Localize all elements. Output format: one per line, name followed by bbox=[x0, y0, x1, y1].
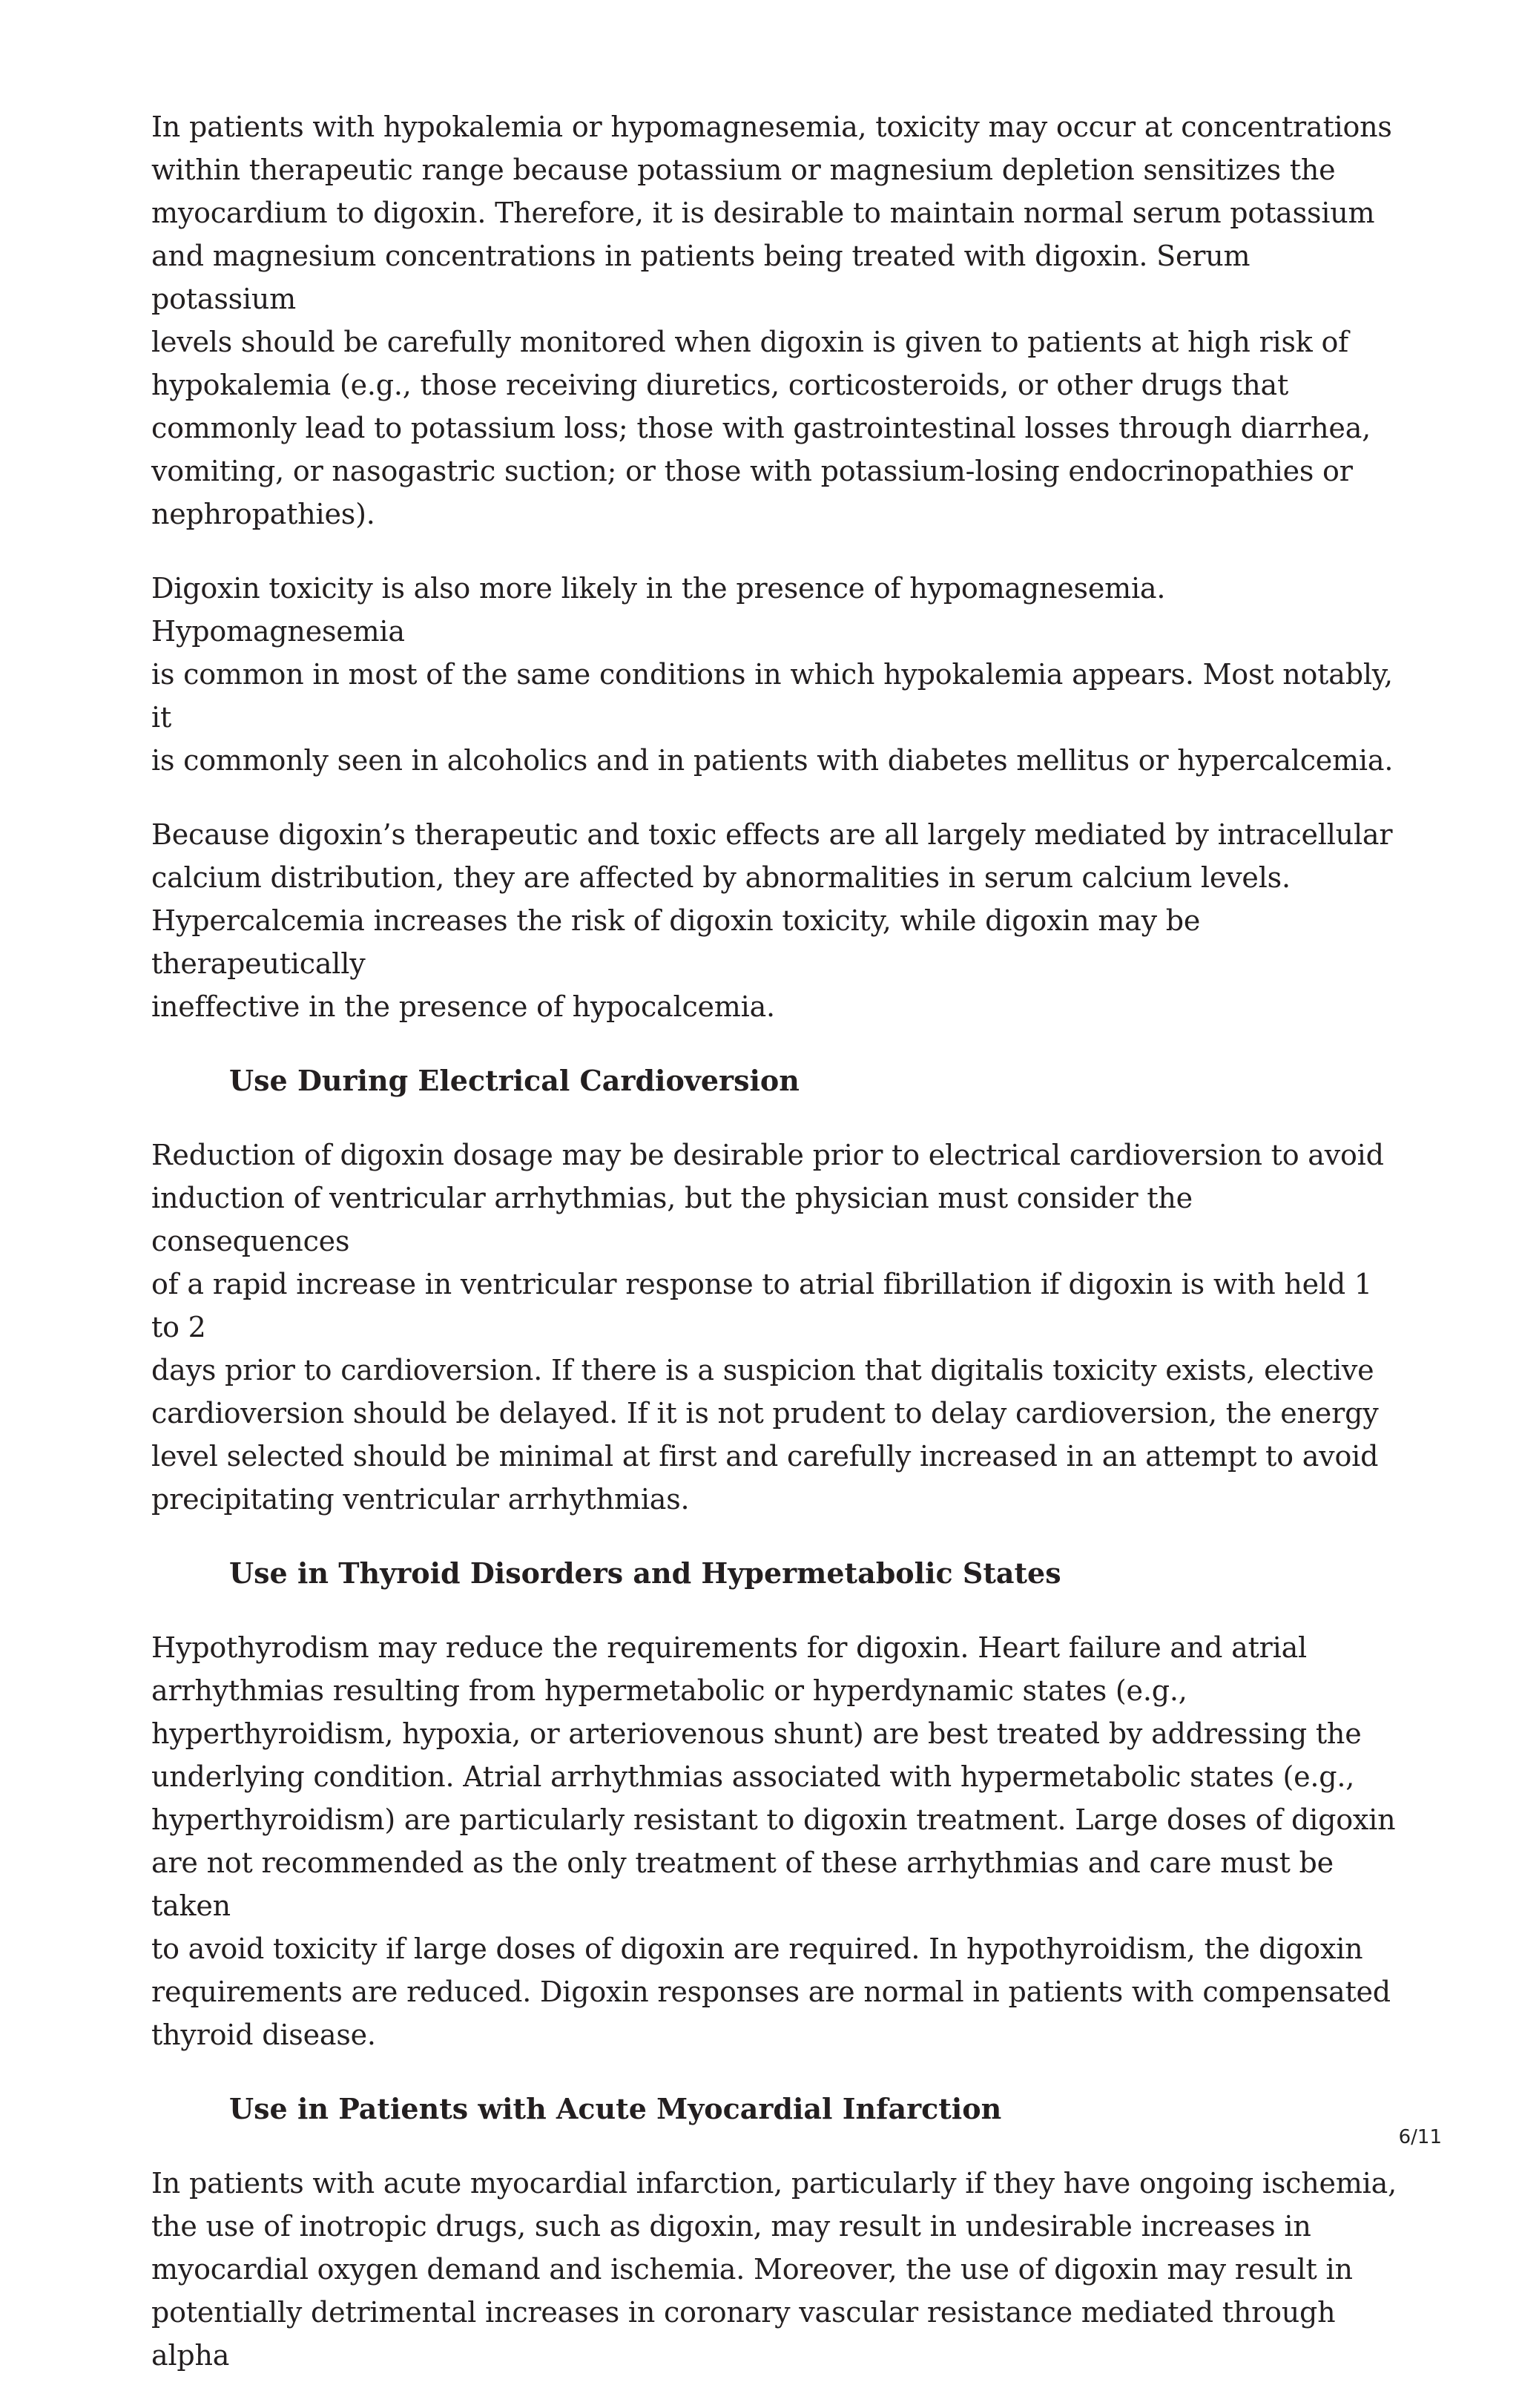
section-myocardial-infarction bbox=[151, 2088, 1397, 2377]
paragraph-hypokalemia: In patients with hypokalemia or hypomagnesemia, toxicity may occur at concentrations within therapeutic range because potassium or magnesium depletion sensitizes the myocardium to digoxin. Therefore, it is desirable to maintain normal serum potassium and magnesium concentrations in patients being treated with digoxin. Serum potassium levels should be carefully monitored when digoxin is given to patients at high risk of hypokalemia (e.g., those receiving diuretics, corticosteroids, or other drugs that commonly lead to potassium loss; those with gastrointestinal losses through diarrhea, vomiting, or nasogastric suction; or those with potassium-losing endocrinopathies or nephropathies). bbox=[151, 111, 1392, 530]
section-heading: Use in Patients with Acute Myocardial Infarction bbox=[229, 2092, 1002, 2125]
paragraph-calcium: Because digoxin’s therapeutic and toxic effects are all largely mediated by intracellular calcium distribution, they are affected by abnormalities in serum calcium levels. Hypercalcemia increases the risk of digoxin toxicity, while digoxin may be therapeutically ineffective in the presence of hypocalcemia. bbox=[151, 818, 1393, 1023]
section-body: Hypothyrodism may reduce the requirements for digoxin. Heart failure and atrial arrhythmias resulting from hypermetabolic or hyperdynamic states (e.g., hyperthyroidism, hypoxia, or arteriovenous shunt) are best treated by addressing the underlying condition. Atrial arrhythmias associated with hypermetabolic states (e.g., hyperthyroidism) are particularly resistant to digoxin treatment. Large doses of digoxin are not recommended as the only treatment of these arrhythmias and care must be taken to avoid toxicity if large doses of digoxin are required. In hypothyroidism, the digoxin requirements are reduced. Digoxin responses are normal in patients with compensated thyroid disease. bbox=[151, 1631, 1396, 2051]
page-number: 6/11 bbox=[1398, 2126, 1442, 2148]
section-body: In patients with acute myocardial infarction, particularly if they have ongoing ischemia, the use of inotropic drugs, such as digoxin, may result in undesirable increases in myocardial oxygen demand and ischemia. Moreover, the use of digoxin may result in potentially detrimental increases in coronary vascular resistance mediated through alpha bbox=[151, 2167, 1397, 2372]
section-body: Reduction of digoxin dosage may be desirable prior to electrical cardioversion to avoid induction of ventricular arrhythmias, but the physician must consider the consequences of a rapid increase in ventricular response to atrial fibrillation if digoxin is with held 1 to 2 days prior to cardioversion. If there is a suspicion that digitalis toxicity exists, elective cardioversion should be delayed. If it is not prudent to delay cardioversion, the energy level selected should be minimal at first and carefully increased in an attempt to avoid precipitating ventricular arrhythmias. bbox=[151, 1139, 1384, 1516]
section-heading: Use in Thyroid Disorders and Hypermetabolic States bbox=[229, 1556, 1061, 1590]
document-page bbox=[151, 105, 1397, 2408]
section-heading: Use During Electrical Cardioversion bbox=[229, 1064, 800, 1097]
section-thyroid-disorders bbox=[151, 1552, 1397, 2056]
paragraph-hypomagnesemia: Digoxin toxicity is also more likely in the presence of hypomagnesemia. Hypomagnesemia is common in most of the same conditions in which hypokalemia appears. Most notably, it is commonly seen in alcoholics and in patients with diabetes mellitus or hypercalcemia. bbox=[151, 572, 1394, 777]
section-electrical-cardioversion bbox=[151, 1059, 1397, 1521]
